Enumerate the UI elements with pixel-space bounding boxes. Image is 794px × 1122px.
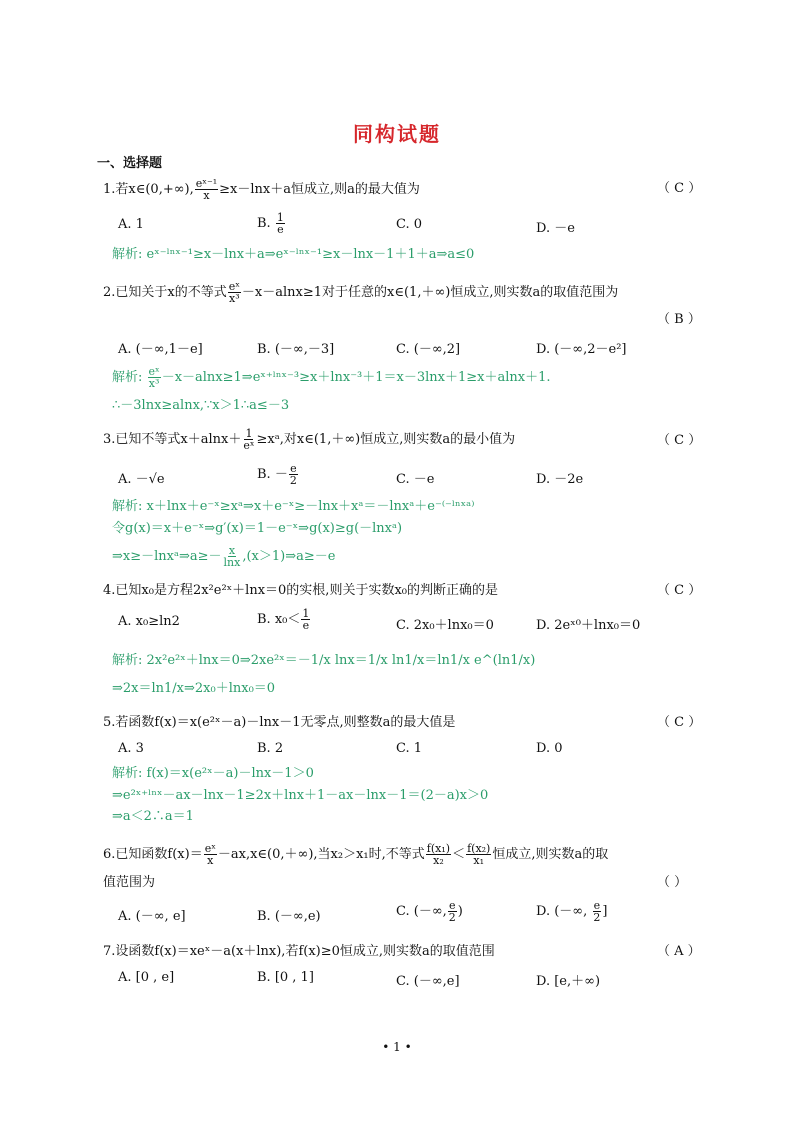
q4-option-b: B. x₀＜ $\frac{1}{e}$ bbox=[257, 607, 310, 632]
q1-option-b: B. $\frac{1}{e}$ bbox=[257, 211, 284, 236]
q2-option-a: A. (－∞,1－e] bbox=[118, 342, 203, 357]
question-1-stem: 1.若x∈(0,+∞), $\frac{\text{eˣ⁻¹}}{x}$ ≥x－lnx＋a恒成立,则a的最大值为 bbox=[103, 177, 420, 202]
q7-option-b: B. [0 , 1] bbox=[257, 970, 314, 985]
question-7-stem: 7.设函数f(x)＝xeˣ－a(x＋lnx),若f(x)≥0恒成立,则实数a的取值范围 bbox=[103, 944, 495, 959]
section-heading: 一、选择题 bbox=[97, 156, 163, 171]
q6-option-b: B. (－∞,e) bbox=[257, 909, 321, 924]
question-2-stem: 2.已知关于x的不等式 $\frac{\text{eˣ}}{\text{x³}}$ －x－alnx≥1对于任意的x∈(1,＋∞)恒成立,则实数a的取值范围为 bbox=[103, 280, 619, 305]
q4-option-a: A. x₀≥ln2 bbox=[118, 614, 180, 629]
q6-option-d: D. (－∞, $\frac{e}{2}$ ] bbox=[536, 899, 608, 924]
question-7-answer: （ A ） bbox=[657, 944, 701, 959]
question-4-answer: （ C ） bbox=[657, 583, 702, 598]
question-6-answer: （ ） bbox=[657, 875, 688, 890]
q5-option-c: C. 1 bbox=[396, 741, 423, 756]
question-5-stem: 5.若函数f(x)＝x(e²ˣ－a)－lnx－1无零点,则整数a的最大值是 bbox=[103, 715, 456, 730]
page-title: 同构试题 bbox=[353, 122, 441, 146]
question-4-stem: 4.已知x₀是方程2x²e²ˣ＋lnx＝0的实根,则关于实数x₀的判断正确的是 bbox=[103, 583, 498, 598]
q3-solution-line-3: ⇒x≥－lnxᵃ⇒a≥－ $\frac{x}{\ln x}$ ,(x＞1)⇒a≥－e bbox=[112, 544, 336, 569]
q3-solution-line-2: 令g(x)＝x＋e⁻ˣ⇒g′(x)＝1－e⁻ˣ⇒g(x)≥g(－lnxᵃ) bbox=[112, 521, 403, 536]
question-6-stem: 6.已知函数f(x)＝ $\frac{\text{eˣ}}{x}$ －ax,x∈(0,＋∞),当x₂＞x₁时,不等式 $\frac{\text{f(x₁)}}{\text{x₂}}$ ＜ $\frac{\text{f(x₂)}}{\text{x₁}}$ 恒成立,则实数a的取 bbox=[103, 842, 609, 867]
q5-option-a: A. 3 bbox=[118, 741, 144, 756]
q3-option-c: C. －e bbox=[396, 472, 435, 487]
q2-solution-line-1: 解析: $\frac{\text{eˣ}}{\text{x³}}$ －x－alnx≥1⇒eˣ⁺ˡⁿˣ⁻³≥x＋lnx⁻³＋1＝x－3lnx＋1≥x＋alnx＋1. bbox=[112, 365, 551, 390]
question-1-answer: （ C ） bbox=[657, 181, 702, 196]
q4-option-d: D. 2eˣ⁰＋lnx₀＝0 bbox=[536, 618, 641, 633]
q5-option-b: B. 2 bbox=[257, 741, 284, 756]
q5-option-d: D. 0 bbox=[536, 741, 563, 756]
q7-option-c: C. (－∞,e] bbox=[396, 974, 460, 989]
question-6-stem-cont: 值范围为 bbox=[103, 875, 156, 890]
q2-solution-line-2: ∴－3lnx≥alnx,∵x＞1∴a≤－3 bbox=[112, 398, 290, 413]
question-5-answer: （ C ） bbox=[657, 715, 702, 730]
q2-option-b: B. (－∞,－3] bbox=[257, 342, 335, 357]
q2-option-c: C. (－∞,2] bbox=[396, 342, 461, 357]
q1-option-c: C. 0 bbox=[396, 217, 423, 232]
q1-solution: 解析: eˣ⁻ˡⁿˣ⁻¹≥x－lnx＋a⇒eˣ⁻ˡⁿˣ⁻¹≥x－lnx－1＋1＋a⇒a≤0 bbox=[112, 247, 475, 262]
question-2-answer: （ B ） bbox=[657, 312, 701, 327]
q3-option-d: D. －2e bbox=[536, 472, 584, 487]
q4-solution-line-2: ⇒2x＝ln1/x⇒2x₀＋lnx₀＝0 bbox=[112, 681, 276, 696]
q4-solution-line-1: 解析: 2x²e²ˣ＋lnx＝0⇒2xe²ˣ＝－1/x lnx＝1/x ln1/x＝ln1/x e^(ln1/x) bbox=[112, 653, 536, 668]
q5-solution-line-3: ⇒a＜2∴a＝1 bbox=[112, 809, 194, 824]
q5-solution-line-2: ⇒e²ˣ⁺ˡⁿˣ－ax－lnx－1≥2x＋lnx＋1－ax－lnx－1＝(2－a)x＞0 bbox=[112, 788, 489, 803]
q1-option-a: A. 1 bbox=[118, 217, 144, 232]
q1-option-d: D. －e bbox=[536, 221, 575, 236]
q4-option-c: C. 2x₀＋lnx₀＝0 bbox=[396, 618, 494, 633]
page-number: • 1 • bbox=[382, 1040, 412, 1054]
q3-option-b: B. － $\frac{e}{2}$ bbox=[257, 462, 297, 487]
question-3-answer: （ C ） bbox=[657, 433, 702, 448]
q7-option-a: A. [0 , e] bbox=[118, 970, 175, 985]
q2-option-d: D. (－∞,2－e²] bbox=[536, 342, 627, 357]
question-3-stem: 3.已知不等式x＋alnx＋ $\frac{1}{\text{eˣ}}$ ≥xᵃ,对x∈(1,＋∞)恒成立,则实数a的最小值为 bbox=[103, 427, 516, 452]
q7-option-d: D. [e,＋∞) bbox=[536, 974, 601, 989]
q6-option-a: A. (－∞, e] bbox=[118, 909, 186, 924]
q5-solution-line-1: 解析: f(x)＝x(e²ˣ－a)－lnx－1＞0 bbox=[112, 766, 314, 781]
q3-option-a: A. －√e bbox=[118, 472, 165, 487]
q3-solution-line-1: 解析: x＋lnx＋e⁻ˣ≥xᵃ⇒x＋e⁻ˣ≥－lnx＋xᵃ＝－lnxᵃ＋e⁻⁽⁻ˡⁿˣᵃ⁾ bbox=[112, 499, 475, 514]
q6-option-c: C. (－∞, $\frac{e}{2}$ ) bbox=[396, 899, 463, 924]
